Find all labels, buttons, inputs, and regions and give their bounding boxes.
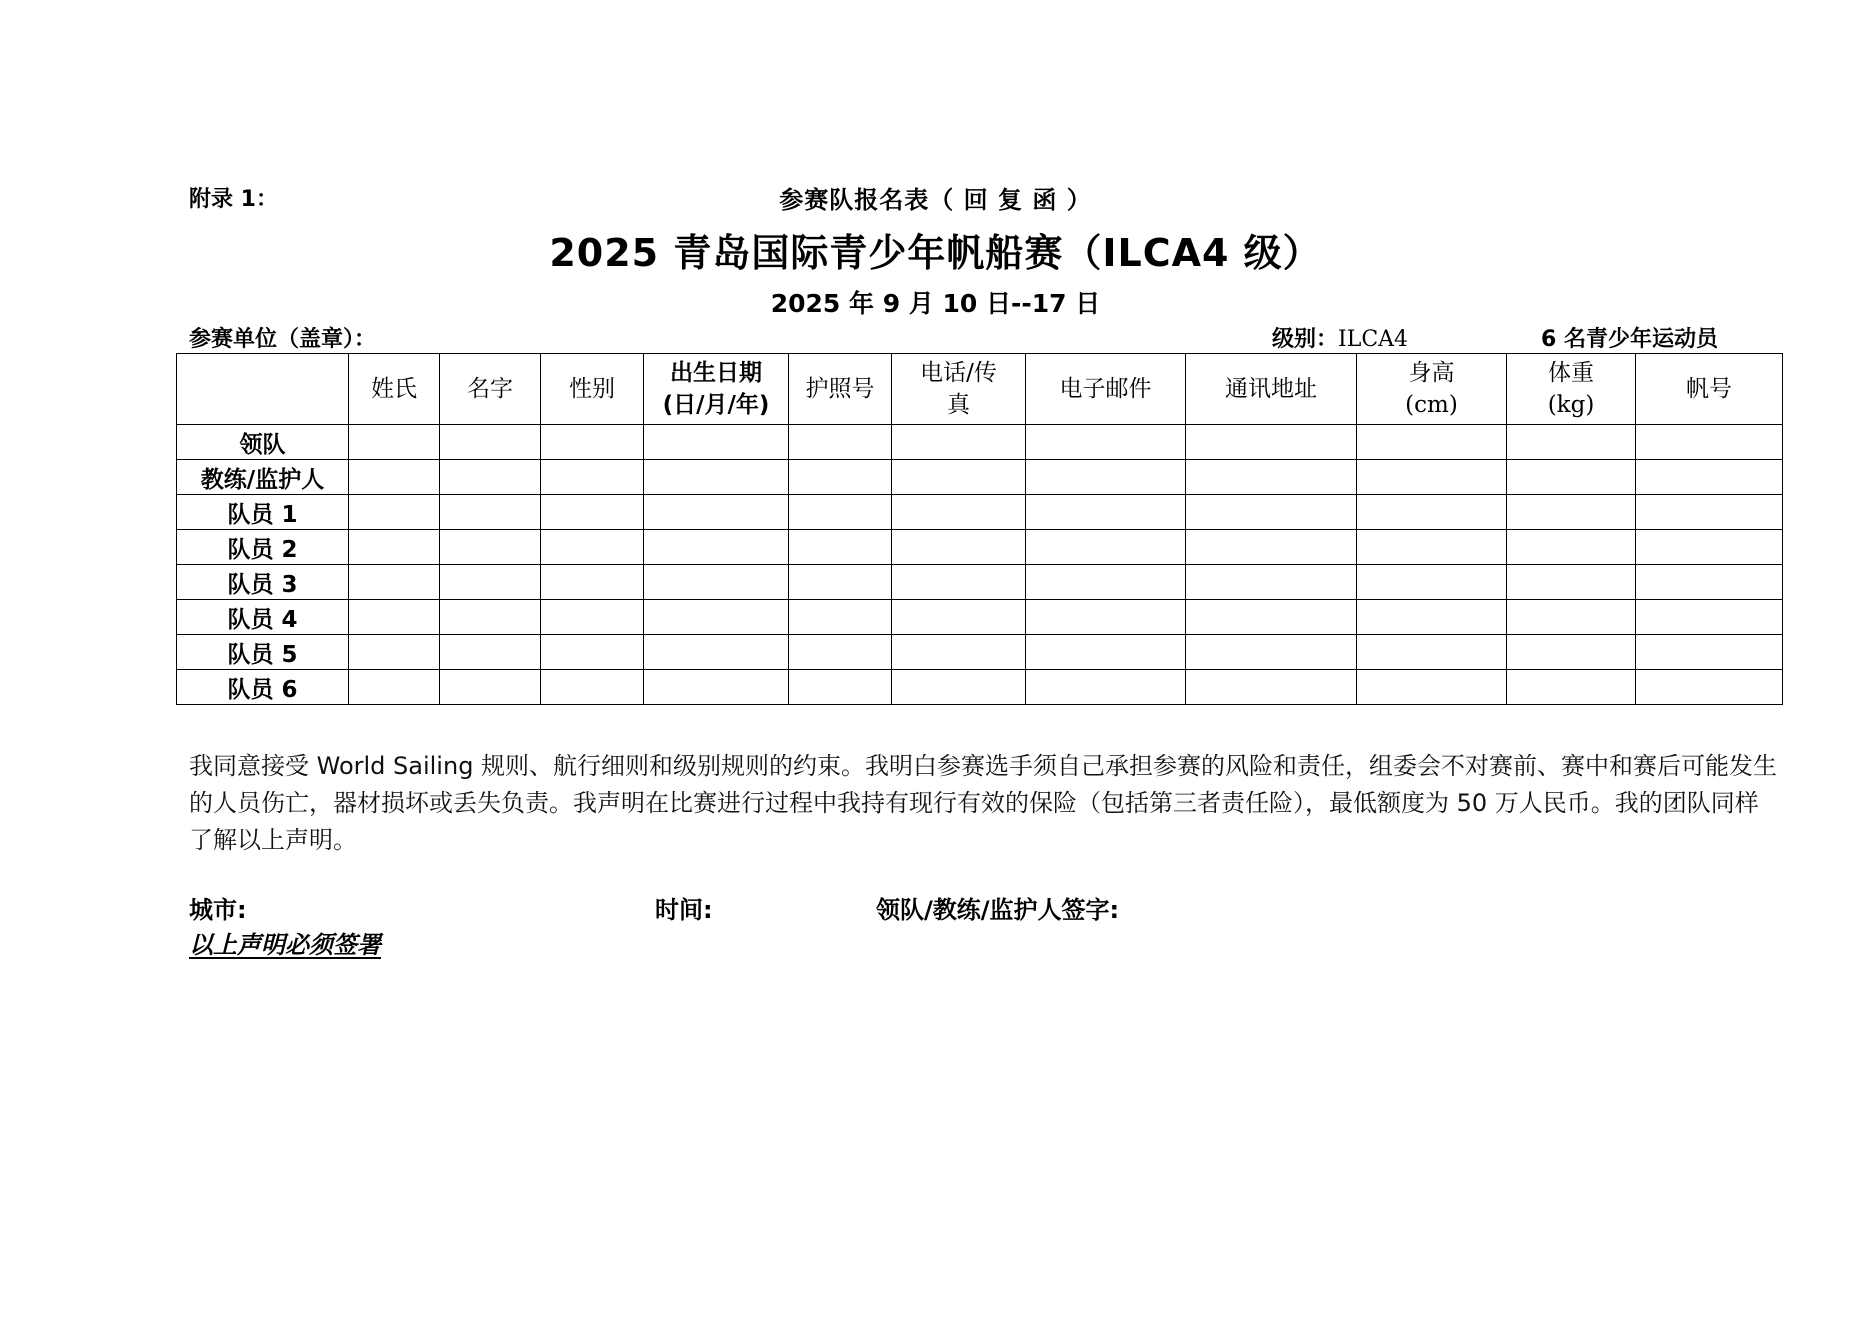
table-cell [789,565,892,600]
table-cell [1186,495,1357,530]
table-cell [789,495,892,530]
event-dates: 2025 年 9 月 10 日--17 日 [770,289,1101,318]
row-role-label: 队员 4 [177,600,349,635]
table-cell [1026,670,1186,705]
table-cell [1026,600,1186,635]
table-cell [789,425,892,460]
table-cell [1026,530,1186,565]
table-cell [1357,460,1507,495]
table-cell [440,600,541,635]
row-role-label: 队员 2 [177,530,349,565]
table-cell [1507,530,1636,565]
table-cell [1186,600,1357,635]
table-cell [1186,565,1357,600]
table-cell [644,635,789,670]
table-row [177,530,1783,565]
table-row [177,565,1783,600]
boat-class-label: 级别： [1272,327,1339,352]
registration-table [176,353,1783,705]
table-cell [892,565,1026,600]
table-cell [440,670,541,705]
table-cell [1357,495,1507,530]
boat-class [1272,322,1408,353]
column-header-role [177,354,349,425]
table-cell [1507,425,1636,460]
table-row [177,495,1783,530]
table-header-row [177,354,1783,425]
liability-statement: 我同意接受 World Sailing 规则、航行细则和级别规则的约束。我明白参赛选手须自己承担参赛的风险和责任，组委会不对赛前、赛中和赛后可能发生的人员伤亡，器材损坏或丢失负责。我声明在比赛进行过程中我持有现行有效的保险（包括第三者责任险），最低额度为 50 万人民币。我的团队同样了解以上声明。 [189,752,1778,854]
table-cell [1186,530,1357,565]
table-cell [1186,425,1357,460]
table-cell [1357,635,1507,670]
table-cell [892,530,1026,565]
row-role-label: 教练/监护人 [177,460,349,495]
table-cell [1507,635,1636,670]
table-cell [1357,565,1507,600]
table-cell [1636,495,1783,530]
table-cell [349,425,440,460]
column-header-height: 身高 (cm) [1357,354,1507,425]
column-header-gender: 性别 [541,354,644,425]
table-cell [1636,670,1783,705]
table-cell [349,565,440,600]
table-cell [1357,600,1507,635]
row-role-label: 领队 [177,425,349,460]
page-title: 2025 青岛国际青少年帆船赛（ILCA4 级） [549,231,1322,275]
table-row [177,425,1783,460]
table-cell [1636,565,1783,600]
table-cell [1636,600,1783,635]
table-cell [541,425,644,460]
table-cell [1636,460,1783,495]
table-cell [349,670,440,705]
table-cell [1186,635,1357,670]
table-cell [541,635,644,670]
time-label: 时间: [655,896,713,924]
table-row [177,670,1783,705]
table-cell [644,530,789,565]
table-cell [541,600,644,635]
table-cell [349,530,440,565]
table-cell [541,495,644,530]
table-cell [1357,530,1507,565]
table-cell [541,670,644,705]
table-cell [1357,670,1507,705]
table-cell [789,670,892,705]
table-cell [440,530,541,565]
table-cell [440,565,541,600]
table-cell [349,460,440,495]
table-cell [892,495,1026,530]
column-header-email: 电子邮件 [1026,354,1186,425]
table-row [177,600,1783,635]
table-cell [440,460,541,495]
table-cell [789,460,892,495]
leader-signature-label: 领队/教练/监护人签字: [876,896,1120,924]
appendix-label: 附录 1： [189,187,278,212]
table-cell [541,565,644,600]
boat-class-value: ILCA4 [1338,327,1409,352]
table-cell [1357,425,1507,460]
table-cell [349,600,440,635]
column-header-address: 通讯地址 [1186,354,1357,425]
column-header-sail-number: 帆号 [1636,354,1783,425]
athletes-count-note: 6 名青少年运动员 [1541,327,1718,352]
table-cell [1507,495,1636,530]
column-header-passport: 护照号 [789,354,892,425]
table-cell [349,635,440,670]
column-header-birth-date: 出生日期 (日/月/年) [644,354,789,425]
table-row [177,635,1783,670]
table-cell [1026,460,1186,495]
table-cell [644,565,789,600]
must-sign-note: 以上声明必须签署 [189,931,381,959]
table-cell [1026,565,1186,600]
table-cell [644,460,789,495]
table-cell [1507,670,1636,705]
table-cell [1026,495,1186,530]
row-role-label: 队员 5 [177,635,349,670]
table-cell [644,670,789,705]
table-cell [644,425,789,460]
table-cell [789,635,892,670]
table-cell [789,530,892,565]
table-cell [1026,635,1186,670]
table-cell [892,460,1026,495]
table-cell [440,495,541,530]
table-cell [440,635,541,670]
column-header-surname: 姓氏 [349,354,440,425]
table-cell [1186,670,1357,705]
city-label: 城市: [189,896,247,924]
column-header-weight: 体重 (kg) [1507,354,1636,425]
row-role-label: 队员 1 [177,495,349,530]
table-cell [349,495,440,530]
table-cell [892,600,1026,635]
table-cell [1636,530,1783,565]
table-cell [1507,600,1636,635]
column-header-given-name: 名字 [440,354,541,425]
table-cell [541,460,644,495]
column-header-phone-fax: 电话/传 真 [892,354,1026,425]
table-cell [1636,425,1783,460]
table-cell [644,600,789,635]
table-cell [892,635,1026,670]
table-cell [892,425,1026,460]
row-role-label: 队员 3 [177,565,349,600]
table-cell [1186,460,1357,495]
table-cell [440,425,541,460]
form-title: 参赛队报名表（ 回 复 函 ） [779,186,1092,214]
table-cell [1636,635,1783,670]
table-cell [892,670,1026,705]
table-cell [1507,565,1636,600]
table-cell [1026,425,1186,460]
row-role-label: 队员 6 [177,670,349,705]
table-cell [1507,460,1636,495]
table-cell [789,600,892,635]
table-cell [541,530,644,565]
table-row [177,460,1783,495]
participating-unit-label: 参赛单位（盖章）： [189,327,377,352]
table-cell [644,495,789,530]
